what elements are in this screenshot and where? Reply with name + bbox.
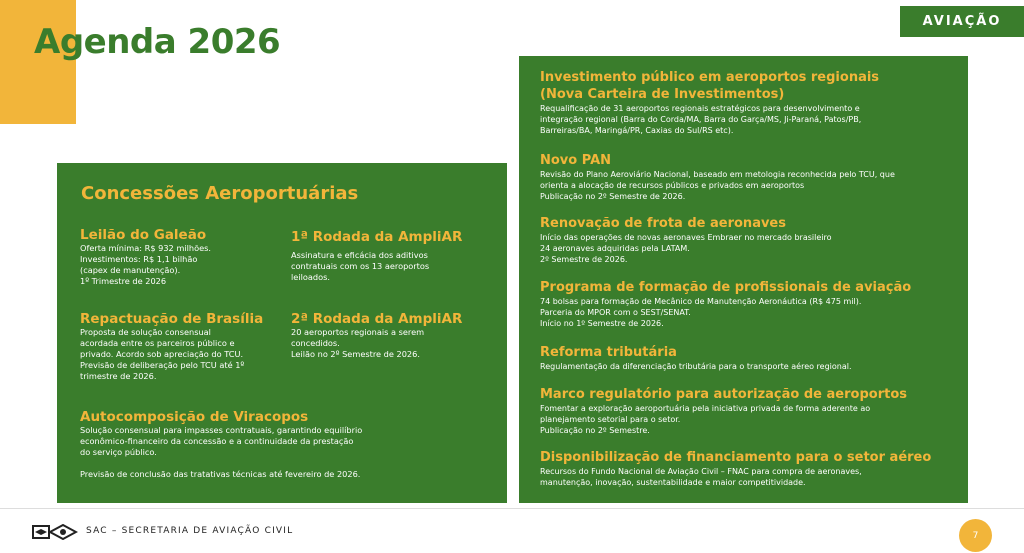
item-text: [540, 296, 955, 329]
ampliar-2-block: [291, 311, 491, 360]
text-line: Proposta de solução consensual: [80, 327, 211, 337]
text-line: orienta a alocação de recursos públicos e privados em aeroportos: [540, 181, 805, 190]
text-line: Início das operações de novas aeronaves Embraer no mercado brasileiro: [540, 233, 832, 242]
text-line: Solução consensual para impasses contratuais, garantindo equilíbrio: [80, 425, 363, 435]
text-line: Investimentos: R$ 1,1 bilhão: [80, 254, 198, 264]
text-line: Previsão de deliberação pelo TCU até 1º: [80, 360, 245, 370]
block-text: [80, 243, 280, 287]
item-text: [540, 361, 955, 372]
text-line: do serviço público.: [80, 447, 157, 457]
item-text: [540, 169, 955, 202]
page-number: 7: [959, 519, 992, 552]
footer-text: SAC – SECRETARIA DE AVIAÇÃO CIVIL: [86, 526, 294, 536]
item-title: (Nova Carteira de Investimentos): [540, 87, 785, 102]
footer-divider: [0, 508, 1024, 509]
text-line: Revisão do Plano Aeroviário Nacional, baseado em metologia reconhecida pelo TCU, que: [540, 170, 895, 179]
text-line: acordada entre os parceiros público e: [80, 338, 235, 348]
text-line: concedidos.: [291, 338, 340, 348]
agenda-item: [540, 152, 955, 202]
agenda-item: [540, 69, 955, 136]
text-line: Requalificação de 31 aeroportos regionais estratégicos para desenvolvimento e: [540, 104, 860, 113]
text-line: leiloados.: [291, 272, 330, 282]
block-title: Leilão do Galeão: [80, 227, 207, 243]
text-line: 2º Semestre de 2026.: [540, 255, 628, 264]
text-line: (capex de manutenção).: [80, 265, 181, 275]
text-line: privado. Acordo sob apreciação do TCU.: [80, 349, 244, 359]
agenda-item: [540, 344, 955, 372]
text-line: Oferta mínima: R$ 932 milhões.: [80, 243, 211, 253]
text-line: planejamento setorial para o setor.: [540, 415, 681, 424]
block-title: 2ª Rodada da AmpliAR: [291, 311, 463, 327]
text-line: 24 aeronaves adquiridas pela LATAM.: [540, 244, 690, 253]
item-title: Investimento público em aeroportos regionais: [540, 70, 880, 85]
item-text: [540, 466, 955, 488]
text-line: Parceria do MPOR com o SEST/SENAT.: [540, 308, 691, 317]
section-tag: AVIAÇÃO: [900, 6, 1024, 37]
block-text: [80, 425, 480, 480]
block-title: 1ª Rodada da AmpliAR: [291, 229, 463, 245]
viracopos-block: [80, 409, 480, 480]
concessions-panel: [57, 163, 507, 503]
text-line: integração regional (Barra do Corda/MA, Barra do Garça/MS, Ji-Paraná, Patos/PB,: [540, 115, 862, 124]
panel-heading: Concessões Aeroportuárias: [81, 183, 359, 204]
agenda-item: [540, 279, 955, 329]
block-title: Repactuação de Brasília: [80, 311, 264, 327]
government-logo-icon: [32, 524, 78, 540]
block-text: [291, 327, 491, 360]
brasilia-block: [80, 311, 280, 382]
item-text: [540, 403, 955, 436]
item-title: Renovação de frota de aeronaves: [540, 216, 786, 231]
text-line: trimestre de 2026.: [80, 371, 157, 381]
text-line: Regulamentação da diferenciação tributária para o transporte aéreo regional.: [540, 362, 852, 371]
text-line: 1º Trimestre de 2026: [80, 276, 167, 286]
text-line: contratuais com os 13 aeroportos: [291, 261, 430, 271]
text-line: 20 aeroportos regionais a serem: [291, 327, 425, 337]
text-line: Barreiras/BA, Maringá/PR, Caxias do Sul/RS etc).: [540, 126, 734, 135]
text-line: 74 bolsas para formação de Mecânico de Manutenção Aeronáutica (R$ 475 mil).: [540, 297, 862, 306]
agenda-item: [540, 215, 955, 265]
text-line: Fomentar a exploração aeroportuária pela iniciativa privada de forma aderente ao: [540, 404, 871, 413]
text-line: Publicação no 2º Semestre de 2026.: [540, 192, 686, 201]
decorative-yellow-block: [0, 0, 76, 124]
text-line: Publicação no 2º Semestre.: [540, 426, 650, 435]
page-title: Agenda 2026: [34, 22, 281, 62]
item-title: Marco regulatório para autorização de aeroportos: [540, 387, 907, 402]
text-line: manutenção, inovação, sustentabilidade e maior competitividade.: [540, 478, 806, 487]
block-title: Autocomposição de Viracopos: [80, 409, 309, 425]
text-line: Previsão de conclusão das tratativas técnicas até fevereiro de 2026.: [80, 469, 361, 479]
item-text: [540, 103, 955, 136]
item-title: Reforma tributária: [540, 345, 677, 360]
text-line: Recursos do Fundo Nacional de Aviação Civil – FNAC para compra de aeronaves,: [540, 467, 862, 476]
ampliar-1-block: [291, 229, 491, 283]
block-text: [291, 250, 491, 283]
item-title: Disponibilização de financiamento para o setor aéreo: [540, 450, 932, 465]
agenda-item: [540, 386, 955, 436]
item-title: Programa de formação de profissionais de aviação: [540, 280, 912, 295]
text-line: Leilão no 2º Semestre de 2026.: [291, 349, 420, 359]
block-text: [80, 327, 280, 382]
text-line: Assinatura e eficácia dos aditivos: [291, 250, 428, 260]
text-line: econômico-financeiro da concessão e a continuidade da prestação: [80, 436, 354, 446]
item-title: Novo PAN: [540, 153, 612, 168]
item-text: [540, 232, 955, 265]
agenda-items-panel: [519, 56, 968, 503]
agenda-item: [540, 449, 955, 488]
galeao-block: [80, 227, 280, 287]
text-line: Início no 1º Semestre de 2026.: [540, 319, 664, 328]
text-line: [80, 458, 480, 469]
